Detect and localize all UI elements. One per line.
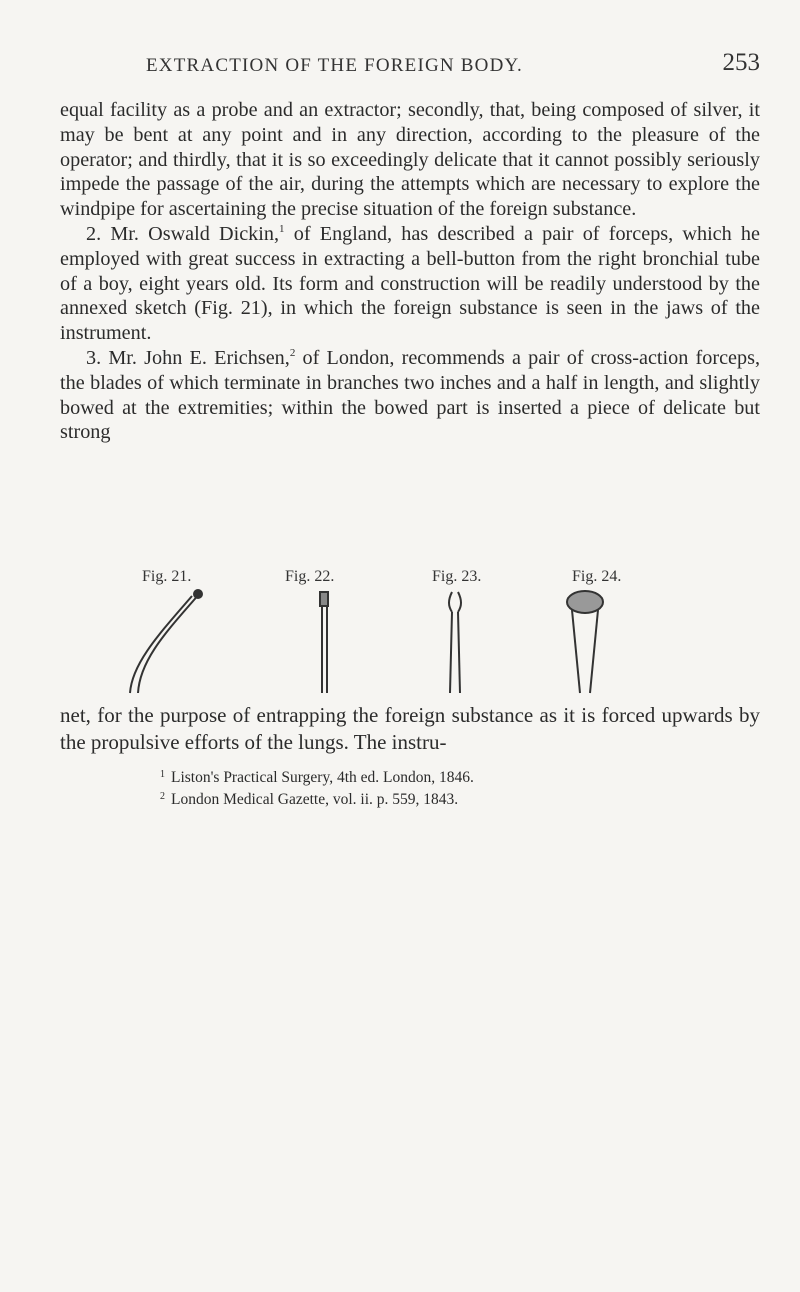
- fig-24-label: Fig. 24.: [572, 568, 622, 585]
- footnote-2-mark: 2: [160, 791, 165, 802]
- page-number: 253: [722, 49, 760, 76]
- paragraph-1: equal facility as a probe and an extractor; secondly, that, being composed of silver, it may be bent at any point and in any direction, according to the pleasure of the operator; and thirdly, that it is so exceedingly delicate that it cannot possibly seriously impede the passage of the air, during the attempts which are necessary to explore the windpipe for ascertaining the precise situation of the foreign substance.: [60, 99, 760, 221]
- fig-22-forceps-illustration: [320, 592, 328, 693]
- footnote-1: [160, 765, 760, 787]
- footnote-1-mark: 1: [160, 769, 165, 780]
- fig-24-forceps-illustration: [567, 591, 603, 693]
- paragraph-3: [60, 346, 760, 445]
- footnote-1-text: Liston's Practical Surgery, 4th ed. London, 1846.: [171, 769, 474, 786]
- body-text: [60, 98, 760, 445]
- footnote-ref-1: 1: [279, 222, 285, 235]
- fig-23-forceps-illustration: [449, 592, 461, 693]
- paragraph-2-start: 2. Mr. Oswald Dickin,: [86, 222, 280, 245]
- paragraph-2-rest: of England, has described a pair of forceps, which he employed with great success in extracting a bell-button from the right bronchial tube of a boy, eight years old. Its form and construction will be readily understood by the annexed sketch (Fig. 21), in which the foreign substance is seen in the jaws of the instrument.: [60, 222, 760, 345]
- fig-21-forceps-illustration: [130, 590, 202, 693]
- running-head: EXTRACTION OF THE FOREIGN BODY.: [146, 55, 523, 76]
- footnote-ref-2: 2: [289, 346, 296, 359]
- paragraph-2: [60, 222, 760, 346]
- forceps-illustrations: [80, 588, 680, 698]
- fig-22-label: Fig. 22.: [285, 568, 335, 585]
- page-header: [60, 49, 760, 85]
- footnote-2: [160, 787, 760, 809]
- footnotes: [160, 765, 760, 809]
- fig-21-label: Fig. 21.: [142, 568, 192, 585]
- paragraph-3-start: 3. Mr. John E. Erichsen,: [86, 346, 290, 369]
- footnote-2-text: London Medical Gazette, vol. ii. p. 559, 1843.: [171, 791, 459, 808]
- fig-23-label: Fig. 23.: [432, 568, 482, 585]
- paragraph-3-rest: of London, recommends a pair of cross-action forceps, the blades of which terminate in branches two inches and a half in length, and slightly bowed at the extremities; within the bowed part is inserted a piece of delicate but strong: [60, 346, 761, 444]
- continued-text: [60, 702, 760, 756]
- paragraph-4: net, for the purpose of entrapping the foreign substance as it is forced upwards by the propulsive efforts of the lungs. The instru-: [60, 703, 760, 754]
